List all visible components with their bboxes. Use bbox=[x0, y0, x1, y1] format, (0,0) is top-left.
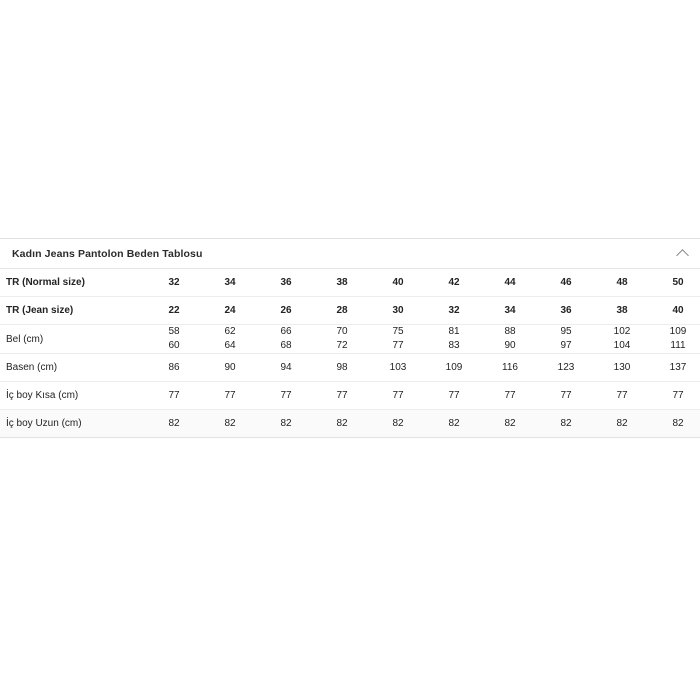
table-cell: 77 bbox=[168, 390, 180, 401]
table-cell: 34 bbox=[504, 305, 516, 316]
table-row bbox=[0, 325, 700, 354]
table-cell: 32 bbox=[168, 277, 180, 288]
table-cell: 123 bbox=[557, 362, 575, 373]
table-cell: 44 bbox=[504, 277, 516, 288]
table-cell: 98 bbox=[336, 362, 348, 373]
table-cell: 82 bbox=[672, 418, 684, 429]
cell-value-top: 66 bbox=[280, 326, 292, 337]
table-cell: 82 bbox=[224, 418, 236, 429]
cell-value-bottom: 77 bbox=[392, 340, 404, 351]
row-label: İç boy Uzun (cm) bbox=[6, 418, 82, 429]
cell-value-top: 102 bbox=[613, 326, 631, 337]
table-cell bbox=[370, 325, 426, 354]
cell-value-bottom: 64 bbox=[224, 340, 236, 351]
cell-value-top: 62 bbox=[224, 326, 236, 337]
table-cell bbox=[650, 325, 700, 354]
table-cell: 130 bbox=[613, 362, 631, 373]
table-cell bbox=[146, 325, 202, 354]
table-cell: 77 bbox=[560, 390, 572, 401]
table-cell: 36 bbox=[560, 305, 572, 316]
table-cell: 40 bbox=[392, 277, 404, 288]
table-cell: 77 bbox=[280, 390, 292, 401]
table-cell: 38 bbox=[616, 305, 628, 316]
row-label: Bel (cm) bbox=[6, 333, 44, 345]
table-cell: 38 bbox=[336, 277, 348, 288]
table-cell: 46 bbox=[560, 277, 572, 288]
cell-value-bottom: 83 bbox=[448, 340, 460, 351]
table-cell: 82 bbox=[504, 418, 516, 429]
table-cell: 94 bbox=[280, 362, 292, 373]
table-cell: 34 bbox=[224, 277, 236, 288]
table-cell: 137 bbox=[669, 362, 687, 373]
table-row bbox=[0, 297, 700, 325]
table-cell bbox=[538, 325, 594, 354]
row-label: İç boy Kısa (cm) bbox=[6, 390, 79, 401]
table-cell: 30 bbox=[392, 305, 404, 316]
table-cell bbox=[482, 325, 538, 354]
table-cell bbox=[594, 325, 650, 354]
table-cell: 42 bbox=[448, 277, 460, 288]
cell-value-bottom: 104 bbox=[613, 340, 631, 351]
table-row bbox=[0, 269, 700, 297]
table-cell: 86 bbox=[168, 362, 180, 373]
table-row bbox=[0, 410, 700, 438]
table-cell bbox=[258, 325, 314, 354]
table-cell: 32 bbox=[448, 305, 460, 316]
table-cell: 82 bbox=[280, 418, 292, 429]
cell-value-top: 95 bbox=[560, 326, 572, 337]
table-cell: 77 bbox=[392, 390, 404, 401]
table-cell: 82 bbox=[392, 418, 404, 429]
table-cell: 28 bbox=[336, 305, 348, 316]
table-cell: 77 bbox=[504, 390, 516, 401]
table-cell: 109 bbox=[445, 362, 463, 373]
page-title: Kadın Jeans Pantolon Beden Tablosu bbox=[12, 247, 203, 260]
table-cell: 116 bbox=[502, 362, 518, 373]
table-row bbox=[0, 382, 700, 410]
table-cell: 90 bbox=[224, 362, 236, 373]
cell-value-bottom: 97 bbox=[560, 340, 572, 351]
row-label: TR (Jean size) bbox=[6, 305, 74, 316]
size-chart-table bbox=[0, 269, 700, 437]
table-cell: 82 bbox=[168, 418, 180, 429]
table-cell: 40 bbox=[672, 305, 684, 316]
cell-value-top: 88 bbox=[504, 326, 516, 337]
table-cell: 48 bbox=[616, 277, 628, 288]
table-cell: 77 bbox=[616, 390, 628, 401]
table-cell: 77 bbox=[672, 390, 684, 401]
row-label: TR (Normal size) bbox=[6, 277, 85, 288]
cell-value-top: 58 bbox=[168, 326, 180, 337]
table-cell: 82 bbox=[448, 418, 460, 429]
size-chart-panel bbox=[0, 238, 700, 438]
table-cell bbox=[202, 325, 258, 354]
cell-value-bottom: 111 bbox=[670, 340, 686, 351]
table-cell: 82 bbox=[336, 418, 348, 429]
cell-value-bottom: 68 bbox=[280, 340, 292, 351]
cell-value-bottom: 60 bbox=[168, 340, 180, 351]
cell-value-bottom: 90 bbox=[504, 340, 516, 351]
table-cell: 77 bbox=[336, 390, 348, 401]
table-cell: 82 bbox=[560, 418, 572, 429]
cell-value-top: 81 bbox=[448, 326, 460, 337]
table-cell: 24 bbox=[224, 305, 236, 316]
size-chart-header[interactable] bbox=[0, 239, 700, 269]
table-cell: 22 bbox=[168, 305, 180, 316]
cell-value-top: 109 bbox=[669, 326, 687, 337]
cell-value-bottom: 72 bbox=[336, 340, 348, 351]
table-cell bbox=[314, 325, 370, 354]
table-cell: 77 bbox=[448, 390, 460, 401]
table-cell: 26 bbox=[280, 305, 292, 316]
table-row bbox=[0, 354, 700, 382]
table-cell: 82 bbox=[616, 418, 628, 429]
table-cell: 103 bbox=[389, 362, 407, 373]
table-cell: 36 bbox=[280, 277, 292, 288]
cell-value-top: 75 bbox=[392, 326, 404, 337]
table-cell: 50 bbox=[672, 277, 684, 288]
cell-value-top: 70 bbox=[336, 326, 348, 337]
chevron-up-icon[interactable] bbox=[676, 247, 690, 261]
table-cell bbox=[426, 325, 482, 354]
table-cell: 77 bbox=[224, 390, 236, 401]
row-label: Basen (cm) bbox=[6, 362, 58, 373]
